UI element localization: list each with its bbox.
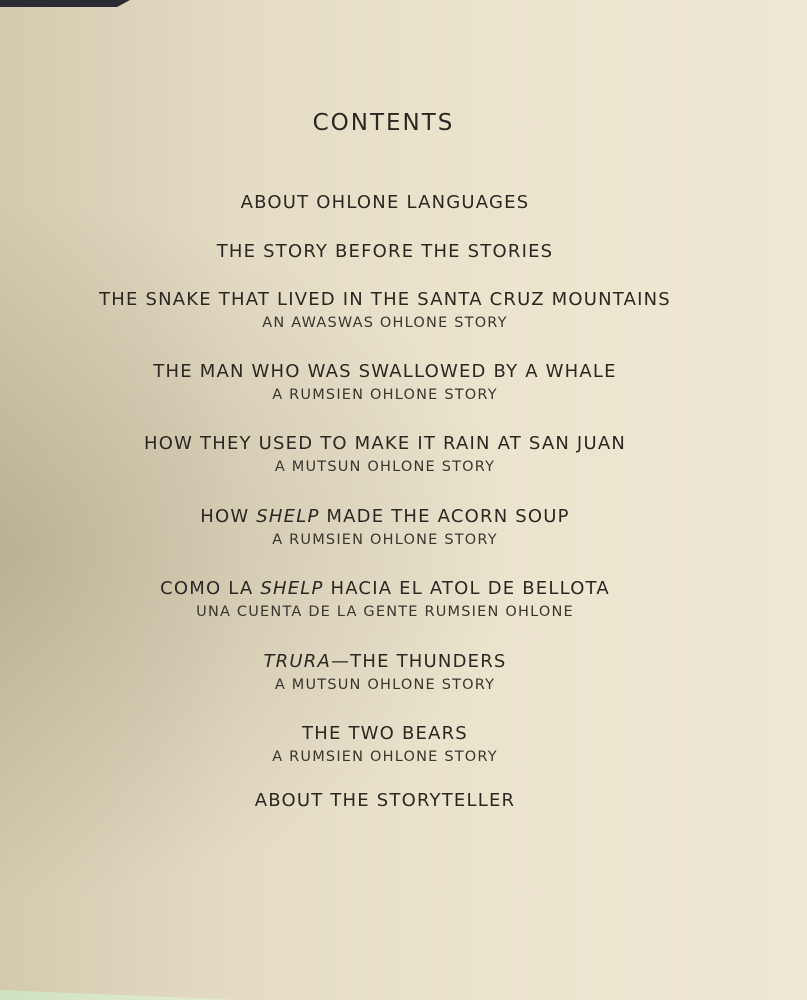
toc-title-italic: SHELP xyxy=(260,578,324,599)
toc-title-italic: SHELP xyxy=(256,506,320,527)
toc-entry-thunders xyxy=(0,651,770,695)
toc-entry-atol-bellota xyxy=(0,578,770,622)
toc-entry-title: HOW THEY USED TO MAKE IT RAIN AT SAN JUAN xyxy=(144,433,626,454)
toc-entry-title: THE STORY BEFORE THE STORIES xyxy=(216,241,554,262)
toc-entry-title xyxy=(0,651,770,673)
toc-entry-snake xyxy=(0,289,770,333)
toc-title-part: HACIA EL ATOL DE BELLOTA xyxy=(323,578,610,599)
toc-entry-title: THE MAN WHO WAS SWALLOWED BY A WHALE xyxy=(153,361,617,382)
toc-title-part: —THE THUNDERS xyxy=(330,651,507,672)
toc-entry-about-languages xyxy=(0,192,770,214)
toc-entry-title xyxy=(0,506,770,528)
toc-entry-subtitle: AN AWASWAS OHLONE STORY xyxy=(262,315,508,331)
toc-entry-title: THE TWO BEARS xyxy=(302,723,468,744)
toc-entry-acorn-soup xyxy=(0,506,770,550)
toc-entry-two-bears xyxy=(0,723,770,767)
toc-title-italic: TRURA xyxy=(263,651,331,672)
toc-entry-storyteller xyxy=(0,790,770,812)
toc-entry-rain xyxy=(0,433,770,477)
toc-entry-whale xyxy=(0,361,770,405)
toc-title-part: COMO LA xyxy=(160,578,261,599)
toc-entry-subtitle: A MUTSUN OHLONE STORY xyxy=(274,677,496,693)
page-title: CONTENTS xyxy=(312,110,455,136)
toc-title-part: MADE THE ACORN SOUP xyxy=(319,506,570,527)
toc-entry-subtitle: A MUTSUN OHLONE STORY xyxy=(274,459,496,475)
toc-entry-story-before xyxy=(0,241,770,263)
toc-entry-subtitle: A RUMSIEN OHLONE STORY xyxy=(272,387,498,403)
toc-entry-title: THE SNAKE THAT LIVED IN THE SANTA CRUZ MOUNTAINS xyxy=(99,289,671,310)
toc-entry-subtitle: A RUMSIEN OHLONE STORY xyxy=(272,749,498,765)
toc-title-part: HOW xyxy=(200,506,257,527)
toc-entry-title: ABOUT OHLONE LANGUAGES xyxy=(240,192,530,213)
toc-entry-title xyxy=(0,578,770,600)
toc-entry-title: ABOUT THE STORYTELLER xyxy=(254,790,516,811)
toc-entry-subtitle: A RUMSIEN OHLONE STORY xyxy=(272,532,498,548)
page-edge-top xyxy=(0,0,130,7)
page-edge-bottom xyxy=(0,990,240,1000)
toc-entry-subtitle: UNA CUENTA DE LA GENTE RUMSIEN OHLONE xyxy=(196,604,574,620)
